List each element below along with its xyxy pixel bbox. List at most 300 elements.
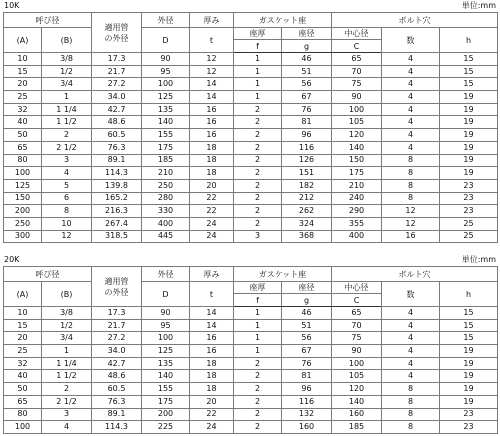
table-cell: 318.5 bbox=[92, 230, 142, 243]
outer-diameter-symbol: D bbox=[142, 282, 190, 307]
outer-diameter-symbol: D bbox=[142, 28, 190, 53]
table-cell: 185 bbox=[332, 421, 382, 434]
seat-thickness-symbol: f bbox=[234, 40, 282, 53]
table-cell: 89.1 bbox=[92, 154, 142, 167]
table-cell: 114.3 bbox=[92, 167, 142, 180]
table-row bbox=[4, 230, 498, 243]
flange-dimension-table-10k bbox=[3, 12, 498, 243]
table-cell: 19 bbox=[440, 357, 498, 370]
table-cell: 20 bbox=[190, 179, 234, 192]
table-cell: 324 bbox=[282, 217, 332, 230]
table-cell: 2 bbox=[234, 408, 282, 421]
table-cell: 65 bbox=[332, 307, 382, 320]
table-cell: 18 bbox=[190, 141, 234, 154]
table-cell: 5 bbox=[42, 179, 92, 192]
table-cell: 105 bbox=[332, 116, 382, 129]
table-cell: 8 bbox=[382, 421, 440, 434]
table-row bbox=[4, 217, 498, 230]
table-cell: 100 bbox=[142, 78, 190, 91]
table-cell: 165.2 bbox=[92, 192, 142, 205]
table-cell: 60.5 bbox=[92, 129, 142, 142]
table-cell: 4 bbox=[382, 370, 440, 383]
table-cell: 15 bbox=[440, 307, 498, 320]
table-cell: 27.2 bbox=[92, 78, 142, 91]
table-cell: 15 bbox=[4, 65, 42, 78]
table-cell: 14 bbox=[190, 307, 234, 320]
table-row bbox=[4, 383, 498, 396]
table-cell: 1/2 bbox=[42, 65, 92, 78]
table-row bbox=[4, 65, 498, 78]
table-cell: 48.6 bbox=[92, 370, 142, 383]
table-cell: 56 bbox=[282, 78, 332, 91]
table-cell: 185 bbox=[142, 154, 190, 167]
table-cell: 80 bbox=[4, 408, 42, 421]
table-cell: 50 bbox=[4, 383, 42, 396]
table-cell: 4 bbox=[382, 357, 440, 370]
table-cell: 23 bbox=[440, 205, 498, 218]
seat-diameter-symbol: g bbox=[282, 40, 332, 53]
table-cell: 65 bbox=[4, 141, 42, 154]
table-cell: 15 bbox=[440, 78, 498, 91]
table-cell: 368 bbox=[282, 230, 332, 243]
table-cell: 10 bbox=[4, 53, 42, 66]
table-row bbox=[4, 91, 498, 104]
table-cell: 10 bbox=[42, 217, 92, 230]
table-cell: 1/2 bbox=[42, 319, 92, 332]
table-cell: 120 bbox=[332, 129, 382, 142]
col-b-header: (B) bbox=[42, 28, 92, 53]
table-cell: 60.5 bbox=[92, 383, 142, 396]
table-cell: 1 bbox=[234, 345, 282, 358]
table-cell: 3/4 bbox=[42, 78, 92, 91]
table-cell: 6 bbox=[42, 192, 92, 205]
table-cell: 32 bbox=[4, 103, 42, 116]
table-cell: 1 bbox=[234, 78, 282, 91]
seat-diameter-symbol: g bbox=[282, 294, 332, 307]
table-cell: 116 bbox=[282, 395, 332, 408]
table-cell: 19 bbox=[440, 345, 498, 358]
table-cell: 1 bbox=[234, 53, 282, 66]
table-cell: 22 bbox=[190, 192, 234, 205]
table-cell: 24 bbox=[190, 421, 234, 434]
gasket-seat-header: ガスケット座 bbox=[234, 13, 332, 28]
col-a-header: (A) bbox=[4, 28, 42, 53]
table-cell: 67 bbox=[282, 91, 332, 104]
table-cell: 2 bbox=[42, 383, 92, 396]
table-cell: 24 bbox=[190, 230, 234, 243]
table-cell: 8 bbox=[42, 205, 92, 218]
thickness-header: 厚み bbox=[190, 13, 234, 28]
table-row bbox=[4, 167, 498, 180]
pressure-class-label: 10K bbox=[4, 1, 20, 10]
table-cell: 32 bbox=[4, 357, 42, 370]
table-cell: 1 1/2 bbox=[42, 370, 92, 383]
seat-diameter-header: 座径 bbox=[282, 28, 332, 40]
table-cell: 16 bbox=[382, 230, 440, 243]
table-cell: 2 bbox=[234, 421, 282, 434]
table-cell: 34.0 bbox=[92, 345, 142, 358]
flange-table-10k-section bbox=[3, 0, 497, 243]
table-cell: 18 bbox=[190, 383, 234, 396]
table-cell: 27.2 bbox=[92, 332, 142, 345]
table-cell: 21.7 bbox=[92, 319, 142, 332]
table-cell: 267.4 bbox=[92, 217, 142, 230]
table-cell: 76 bbox=[282, 357, 332, 370]
table-cell: 21.7 bbox=[92, 65, 142, 78]
table-cell: 23 bbox=[440, 192, 498, 205]
table-cell: 14 bbox=[190, 91, 234, 104]
table-cell: 151 bbox=[282, 167, 332, 180]
table-cell: 75 bbox=[332, 332, 382, 345]
table-cell: 4 bbox=[382, 91, 440, 104]
table-row bbox=[4, 192, 498, 205]
table-cell: 2 bbox=[234, 205, 282, 218]
table-cell: 19 bbox=[440, 370, 498, 383]
table-row bbox=[4, 53, 498, 66]
table-cell: 2 1/2 bbox=[42, 395, 92, 408]
table-cell: 12 bbox=[42, 230, 92, 243]
table-cell: 100 bbox=[142, 332, 190, 345]
table-cell: 2 bbox=[234, 217, 282, 230]
table-cell: 17.3 bbox=[92, 53, 142, 66]
table-cell: 155 bbox=[142, 129, 190, 142]
table-cell: 12 bbox=[382, 205, 440, 218]
table-cell: 4 bbox=[382, 53, 440, 66]
table-cell: 330 bbox=[142, 205, 190, 218]
table-cell: 150 bbox=[4, 192, 42, 205]
table-cell: 216.3 bbox=[92, 205, 142, 218]
seat-thickness-header: 座厚 bbox=[234, 282, 282, 294]
table-cell: 8 bbox=[382, 167, 440, 180]
table-cell: 24 bbox=[190, 217, 234, 230]
table-cell: 23 bbox=[440, 179, 498, 192]
table-cell: 19 bbox=[440, 91, 498, 104]
table-cell: 4 bbox=[382, 78, 440, 91]
table-cell: 100 bbox=[4, 421, 42, 434]
table-cell: 2 bbox=[234, 167, 282, 180]
seat-diameter-header: 座径 bbox=[282, 282, 332, 294]
table-cell: 1 bbox=[42, 345, 92, 358]
table-cell: 16 bbox=[190, 332, 234, 345]
table-cell: 2 bbox=[234, 116, 282, 129]
thickness-symbol: t bbox=[190, 282, 234, 307]
table-cell: 65 bbox=[332, 53, 382, 66]
gasket-seat-header: ガスケット座 bbox=[234, 267, 332, 282]
table-cell: 51 bbox=[282, 319, 332, 332]
table-cell: 76.3 bbox=[92, 141, 142, 154]
table-cell: 140 bbox=[142, 370, 190, 383]
table-cell: 240 bbox=[332, 192, 382, 205]
table-cell: 250 bbox=[142, 179, 190, 192]
table-row bbox=[4, 141, 498, 154]
table-cell: 46 bbox=[282, 307, 332, 320]
table-cell: 125 bbox=[142, 345, 190, 358]
table-cell: 15 bbox=[440, 65, 498, 78]
table-cell: 126 bbox=[282, 154, 332, 167]
table-cell: 46 bbox=[282, 53, 332, 66]
table-cell: 19 bbox=[440, 154, 498, 167]
unit-label: 単位:mm bbox=[461, 1, 496, 10]
table-cell: 125 bbox=[142, 91, 190, 104]
table-cell: 1 bbox=[234, 91, 282, 104]
table-cell: 8 bbox=[382, 395, 440, 408]
table-cell: 56 bbox=[282, 332, 332, 345]
table-cell: 50 bbox=[4, 129, 42, 142]
table-row bbox=[4, 103, 498, 116]
table-cell: 132 bbox=[282, 408, 332, 421]
table-cell: 4 bbox=[382, 307, 440, 320]
table-cell: 3 bbox=[234, 230, 282, 243]
table-cell: 135 bbox=[142, 357, 190, 370]
table-cell: 12 bbox=[190, 65, 234, 78]
table-row bbox=[4, 370, 498, 383]
seat-thickness-header: 座厚 bbox=[234, 28, 282, 40]
table-cell: 3 bbox=[42, 408, 92, 421]
table-cell: 15 bbox=[4, 319, 42, 332]
table-cell: 2 bbox=[234, 357, 282, 370]
table-cell: 4 bbox=[42, 167, 92, 180]
outer-diameter-header: 外径 bbox=[142, 13, 190, 28]
thickness-symbol: t bbox=[190, 28, 234, 53]
pipe-od-header-line1: 適用管 bbox=[104, 276, 129, 286]
table-cell: 15 bbox=[440, 319, 498, 332]
table-cell: 210 bbox=[142, 167, 190, 180]
nominal-size-header: 呼び径 bbox=[4, 13, 92, 28]
table-cell: 20 bbox=[190, 395, 234, 408]
outer-diameter-header: 外径 bbox=[142, 267, 190, 282]
thickness-header: 厚み bbox=[190, 267, 234, 282]
table-row bbox=[4, 395, 498, 408]
flange-dimension-table-20k bbox=[3, 266, 498, 434]
table-cell: 175 bbox=[142, 141, 190, 154]
table-cell: 3/8 bbox=[42, 53, 92, 66]
pipe-od-header-line2: の外径 bbox=[104, 287, 129, 297]
table-cell: 3/4 bbox=[42, 332, 92, 345]
table-row bbox=[4, 179, 498, 192]
table-cell: 25 bbox=[4, 91, 42, 104]
table-cell: 2 bbox=[234, 179, 282, 192]
table-cell: 89.1 bbox=[92, 408, 142, 421]
col-a-header: (A) bbox=[4, 282, 42, 307]
table-cell: 1 bbox=[234, 307, 282, 320]
table-cell: 90 bbox=[332, 91, 382, 104]
table-body-20k bbox=[4, 307, 498, 434]
table-cell: 14 bbox=[190, 78, 234, 91]
table-cell: 40 bbox=[4, 370, 42, 383]
table-cell: 23 bbox=[440, 408, 498, 421]
table-cell: 175 bbox=[142, 395, 190, 408]
table-cell: 95 bbox=[142, 65, 190, 78]
table-cell: 100 bbox=[332, 357, 382, 370]
table-cell: 4 bbox=[382, 65, 440, 78]
table-row bbox=[4, 332, 498, 345]
flange-table-20k-section bbox=[3, 254, 497, 434]
table-cell: 140 bbox=[142, 116, 190, 129]
table-cell: 2 bbox=[42, 129, 92, 142]
table-row bbox=[4, 421, 498, 434]
table-cell: 25 bbox=[440, 230, 498, 243]
table-row bbox=[4, 205, 498, 218]
table-cell: 19 bbox=[440, 141, 498, 154]
table-cell: 12 bbox=[382, 217, 440, 230]
table-cell: 2 bbox=[234, 129, 282, 142]
table-cell: 81 bbox=[282, 370, 332, 383]
table-cell: 16 bbox=[190, 345, 234, 358]
table-cell: 8 bbox=[382, 408, 440, 421]
table-row bbox=[4, 408, 498, 421]
table-cell: 2 bbox=[234, 103, 282, 116]
table-cell: 25 bbox=[440, 217, 498, 230]
unit-label: 単位:mm bbox=[461, 255, 496, 264]
table-cell: 100 bbox=[4, 167, 42, 180]
table-cell: 16 bbox=[190, 103, 234, 116]
table-cell: 22 bbox=[190, 408, 234, 421]
table-cell: 290 bbox=[332, 205, 382, 218]
table-cell: 8 bbox=[382, 383, 440, 396]
table-cell: 1 1/4 bbox=[42, 103, 92, 116]
table-cell: 182 bbox=[282, 179, 332, 192]
table-cell: 200 bbox=[4, 205, 42, 218]
table-cell: 100 bbox=[332, 103, 382, 116]
table-cell: 90 bbox=[332, 345, 382, 358]
table-cell: 8 bbox=[382, 192, 440, 205]
table-cell: 19 bbox=[440, 103, 498, 116]
table-cell: 400 bbox=[142, 217, 190, 230]
table-cell: 96 bbox=[282, 383, 332, 396]
table-cell: 19 bbox=[440, 395, 498, 408]
table-cell: 1 bbox=[234, 319, 282, 332]
table-cell: 17.3 bbox=[92, 307, 142, 320]
table-cell: 90 bbox=[142, 307, 190, 320]
table-cell: 2 bbox=[234, 192, 282, 205]
table-cell: 2 bbox=[234, 383, 282, 396]
table-cell: 135 bbox=[142, 103, 190, 116]
center-diameter-symbol: C bbox=[332, 40, 382, 53]
table-cell: 65 bbox=[4, 395, 42, 408]
table-cell: 4 bbox=[382, 141, 440, 154]
table-cell: 210 bbox=[332, 179, 382, 192]
table-cell: 140 bbox=[332, 395, 382, 408]
table-cell: 12 bbox=[190, 53, 234, 66]
table-cell: 4 bbox=[382, 345, 440, 358]
pipe-od-header bbox=[92, 267, 142, 307]
table-cell: 4 bbox=[382, 332, 440, 345]
table-cell: 1 1/4 bbox=[42, 357, 92, 370]
table-cell: 18 bbox=[190, 167, 234, 180]
table-body-10k bbox=[4, 53, 498, 243]
table-cell: 67 bbox=[282, 345, 332, 358]
table-cell: 14 bbox=[190, 319, 234, 332]
table-row bbox=[4, 307, 498, 320]
table-cell: 70 bbox=[332, 65, 382, 78]
table-cell: 90 bbox=[142, 53, 190, 66]
table-cell: 80 bbox=[4, 154, 42, 167]
table-cell: 15 bbox=[440, 53, 498, 66]
table-cell: 105 bbox=[332, 370, 382, 383]
table-row bbox=[4, 154, 498, 167]
table-cell: 200 bbox=[142, 408, 190, 421]
center-diameter-header: 中心径 bbox=[332, 282, 382, 294]
section-header bbox=[3, 0, 497, 12]
table-cell: 4 bbox=[382, 103, 440, 116]
table-cell: 19 bbox=[440, 116, 498, 129]
table-cell: 8 bbox=[382, 154, 440, 167]
table-cell: 15 bbox=[440, 332, 498, 345]
table-row bbox=[4, 345, 498, 358]
table-cell: 48.6 bbox=[92, 116, 142, 129]
table-cell: 25 bbox=[4, 345, 42, 358]
section-header bbox=[3, 254, 497, 266]
table-cell: 250 bbox=[4, 217, 42, 230]
pipe-od-header-line2: の外径 bbox=[104, 33, 129, 43]
table-cell: 76.3 bbox=[92, 395, 142, 408]
bolt-hole-header: ボルト穴 bbox=[332, 267, 498, 282]
table-cell: 150 bbox=[332, 154, 382, 167]
table-cell: 42.7 bbox=[92, 357, 142, 370]
table-cell: 2 bbox=[234, 154, 282, 167]
table-cell: 262 bbox=[282, 205, 332, 218]
center-diameter-header: 中心径 bbox=[332, 28, 382, 40]
table-cell: 16 bbox=[190, 116, 234, 129]
table-cell: 2 bbox=[234, 141, 282, 154]
table-cell: 139.8 bbox=[92, 179, 142, 192]
table-cell: 116 bbox=[282, 141, 332, 154]
table-cell: 34.0 bbox=[92, 91, 142, 104]
table-cell: 23 bbox=[440, 421, 498, 434]
table-cell: 120 bbox=[332, 383, 382, 396]
table-cell: 1 1/2 bbox=[42, 116, 92, 129]
bolt-hole-symbol: h bbox=[440, 28, 498, 53]
table-cell: 51 bbox=[282, 65, 332, 78]
table-cell: 22 bbox=[190, 205, 234, 218]
bolt-hole-header: ボルト穴 bbox=[332, 13, 498, 28]
table-row bbox=[4, 357, 498, 370]
table-row bbox=[4, 78, 498, 91]
table-row bbox=[4, 129, 498, 142]
table-cell: 3/8 bbox=[42, 307, 92, 320]
pressure-class-label: 20K bbox=[4, 255, 20, 264]
table-cell: 70 bbox=[332, 319, 382, 332]
nominal-size-header: 呼び径 bbox=[4, 267, 92, 282]
table-cell: 355 bbox=[332, 217, 382, 230]
table-cell: 18 bbox=[190, 154, 234, 167]
table-cell: 4 bbox=[42, 421, 92, 434]
bolt-count-header: 数 bbox=[382, 28, 440, 53]
table-cell: 155 bbox=[142, 383, 190, 396]
table-cell: 20 bbox=[4, 332, 42, 345]
table-cell: 2 bbox=[234, 370, 282, 383]
table-cell: 2 1/2 bbox=[42, 141, 92, 154]
center-diameter-symbol: C bbox=[332, 294, 382, 307]
table-cell: 1 bbox=[234, 65, 282, 78]
table-cell: 19 bbox=[440, 383, 498, 396]
pipe-od-header bbox=[92, 13, 142, 53]
table-cell: 8 bbox=[382, 179, 440, 192]
table-cell: 95 bbox=[142, 319, 190, 332]
table-cell: 140 bbox=[332, 141, 382, 154]
table-cell: 42.7 bbox=[92, 103, 142, 116]
table-cell: 4 bbox=[382, 319, 440, 332]
table-cell: 280 bbox=[142, 192, 190, 205]
seat-thickness-symbol: f bbox=[234, 294, 282, 307]
table-cell: 75 bbox=[332, 78, 382, 91]
table-cell: 445 bbox=[142, 230, 190, 243]
table-cell: 300 bbox=[4, 230, 42, 243]
table-cell: 212 bbox=[282, 192, 332, 205]
table-row bbox=[4, 319, 498, 332]
table-cell: 1 bbox=[42, 91, 92, 104]
col-b-header: (B) bbox=[42, 282, 92, 307]
